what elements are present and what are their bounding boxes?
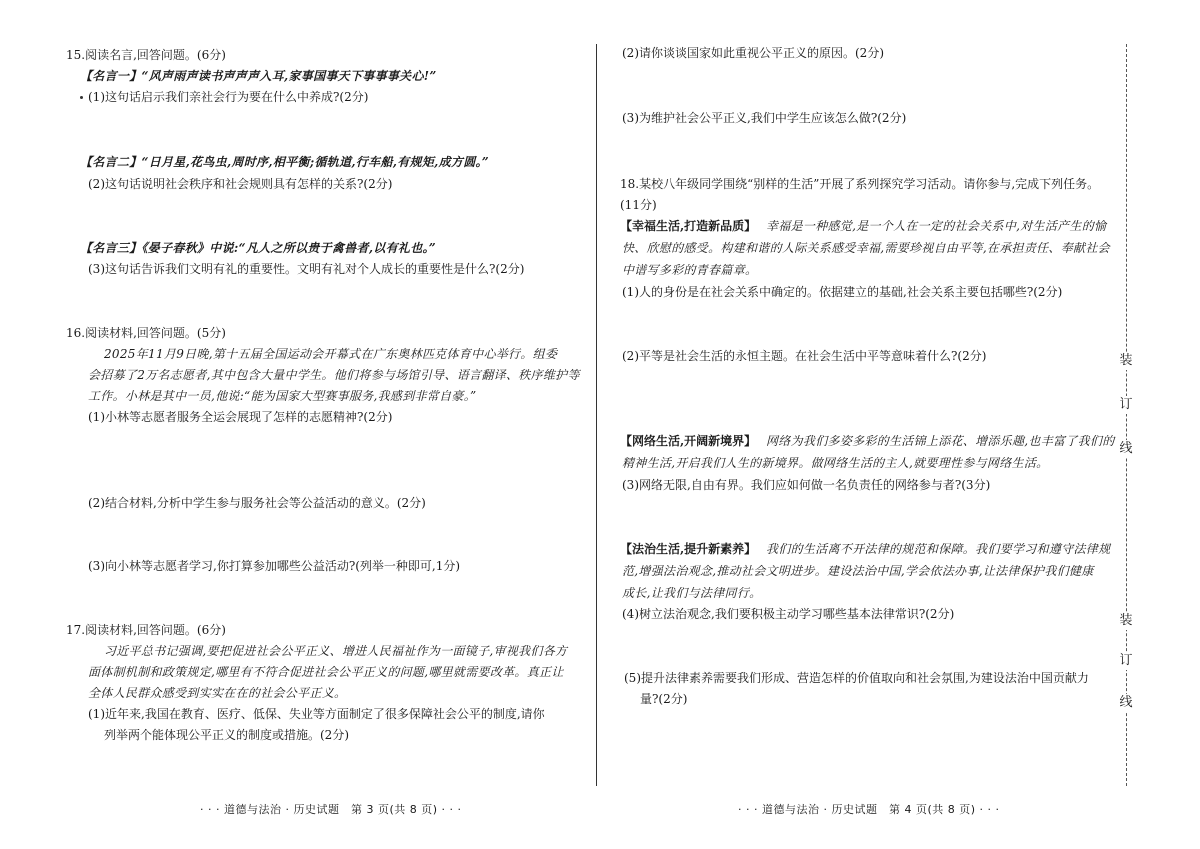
q17-material-line: 全体人民群众感受到实实在在的社会公平正义。 bbox=[88, 686, 347, 700]
q18-title-cont: (11分) bbox=[620, 198, 657, 212]
q17-question1-cont: 列举两个能体现公平正义的制度或措施。(2分) bbox=[104, 728, 349, 742]
binding-char: 订 bbox=[1117, 652, 1135, 670]
q17-question3: (3)为维护社会公平正义,我们中学生应该怎么做?(2分) bbox=[622, 111, 907, 125]
q15-question1: (1)这句话启示我们亲社会行为要在什么中养成?(2分) bbox=[88, 90, 369, 104]
binding-char: 线 bbox=[1117, 440, 1135, 458]
right-page bbox=[600, 0, 1200, 849]
q16-material-line: 会招募了2万名志愿者,其中包含大量中学生。他们将参与场馆引导、语言翻译、秩序维护等 bbox=[88, 368, 580, 382]
stray-mark bbox=[80, 96, 83, 99]
q18-question1: (1)人的身份是在社会关系中确定的。依据建立的基础,社会关系主要包括哪些?(2分) bbox=[622, 285, 1063, 299]
binding-char: 订 bbox=[1117, 396, 1135, 414]
q18-section2-label: 【网络生活,开阔新境界】 bbox=[620, 434, 757, 448]
q17-title: 17.阅读材料,回答问题。(6分) bbox=[66, 623, 226, 637]
q18-question5-cont: 量?(2分) bbox=[640, 692, 688, 706]
q18-section1-text: 快、欣慰的感受。构建和谐的人际关系感受幸福,需要珍视自由平等,在承担责任、奉献社会 bbox=[622, 241, 1110, 255]
q15-quote1: 【名言一】“风声雨声读书声声声入耳,家事国事天下事事事关心!” bbox=[80, 69, 437, 83]
q18-section3-text: 成长,让我们与法律同行。 bbox=[622, 586, 762, 600]
q18-section2-text: 精神生活,开启我们人生的新境界。做网络生活的主人,就要理性参与网络生活。 bbox=[622, 456, 1049, 470]
q16-question1: (1)小林等志愿者服务全运会展现了怎样的志愿精神?(2分) bbox=[88, 410, 393, 424]
q15-title: 15.阅读名言,回答问题。(6分) bbox=[66, 48, 226, 62]
q16-material-line: 工作。小林是其中一员,他说:“能为国家大型赛事服务,我感到非常自豪。” bbox=[88, 389, 477, 403]
q15-question3: (3)这句话告诉我们文明有礼的重要性。文明有礼对个人成长的重要性是什么?(2分) bbox=[88, 262, 525, 276]
left-page bbox=[0, 0, 590, 849]
binding-char: 线 bbox=[1117, 694, 1135, 712]
binding-char: 装 bbox=[1117, 352, 1135, 370]
q18-section2-text: 网络为我们多姿多彩的生活锦上添花、增添乐趣,也丰富了我们的 bbox=[766, 434, 1115, 448]
binding-char: 装 bbox=[1117, 612, 1135, 630]
q15-quote3: 【名言三】《晏子春秋》中说:“凡人之所以贵于禽兽者,以有礼也。” bbox=[80, 241, 437, 255]
binding-line bbox=[1126, 44, 1127, 786]
q16-title: 16.阅读材料,回答问题。(5分) bbox=[66, 326, 226, 340]
q17-question1: (1)近年来,我国在教育、医疗、低保、失业等方面制定了很多保障社会公平的制度,请你 bbox=[88, 707, 545, 721]
q18-section3-label: 【法治生活,提升新素养】 bbox=[620, 542, 757, 556]
q18-question2: (2)平等是社会生活的永恒主题。在社会生活中平等意味着什么?(2分) bbox=[622, 349, 987, 363]
q18-section3-text: 范,增强法治观念,推动社会文明进步。建设法治中国,学会依法办事,让法律保护我们健康 bbox=[622, 564, 1094, 578]
q17-material-line: 习近平总书记强调,要把促进社会公平正义、增进人民福祉作为一面镜子,审视我们各方 bbox=[104, 644, 568, 658]
q16-material-line: 2025年11月9日晚,第十五届全国运动会开幕式在广东奥林匹克体育中心举行。组委 bbox=[104, 347, 558, 361]
q18-title: 18.某校八年级同学围绕“别样的生活”开展了系列探究学习活动。请你参与,完成下列任务。 bbox=[620, 177, 1100, 191]
q16-question2: (2)结合材料,分析中学生参与服务社会等公益活动的意义。(2分) bbox=[88, 496, 426, 510]
q17-question2: (2)请你谈谈国家如此重视公平正义的原因。(2分) bbox=[622, 46, 884, 60]
q18-question5: (5)提升法律素养需要我们形成、营造怎样的价值取向和社会氛围,为建设法治中国贡献力 bbox=[624, 671, 1089, 685]
q18-question4: (4)树立法治观念,我们要积极主动学习哪些基本法律常识?(2分) bbox=[622, 607, 955, 621]
page-footer-right: · · · 道德与法治 · 历史试题 第 4 页(共 8 页) · · · bbox=[738, 803, 1000, 816]
q18-section3-text: 我们的生活离不开法律的规范和保障。我们要学习和遵守法律规 bbox=[766, 542, 1111, 556]
q15-quote2: 【名言二】“日月星,花鸟虫,周时序,相平衡;循轨道,行车船,有规矩,成方圆。” bbox=[80, 155, 490, 169]
q18-question3: (3)网络无限,自由有界。我们应如何做一名负责任的网络参与者?(3分) bbox=[622, 478, 991, 492]
page-divider bbox=[596, 44, 597, 786]
q15-question2: (2)这句话说明社会秩序和社会规则具有怎样的关系?(2分) bbox=[88, 177, 393, 191]
page-footer-left: · · · 道德与法治 · 历史试题 第 3 页(共 8 页) · · · bbox=[200, 803, 462, 816]
q17-material-line: 面体制机制和政策规定,哪里有不符合促进社会公平正义的问题,哪里就需要改革。真正让 bbox=[88, 665, 564, 679]
q18-section1-text: 中谱写多彩的青春篇章。 bbox=[622, 263, 758, 277]
q18-section1-text: 幸福是一种感觉,是一个人在一定的社会关系中,对生活产生的愉 bbox=[766, 219, 1107, 233]
q18-section1-label: 【幸福生活,打造新品质】 bbox=[620, 219, 757, 233]
q16-question3: (3)向小林等志愿者学习,你打算参加哪些公益活动?(列举一种即可,1分) bbox=[88, 559, 461, 573]
